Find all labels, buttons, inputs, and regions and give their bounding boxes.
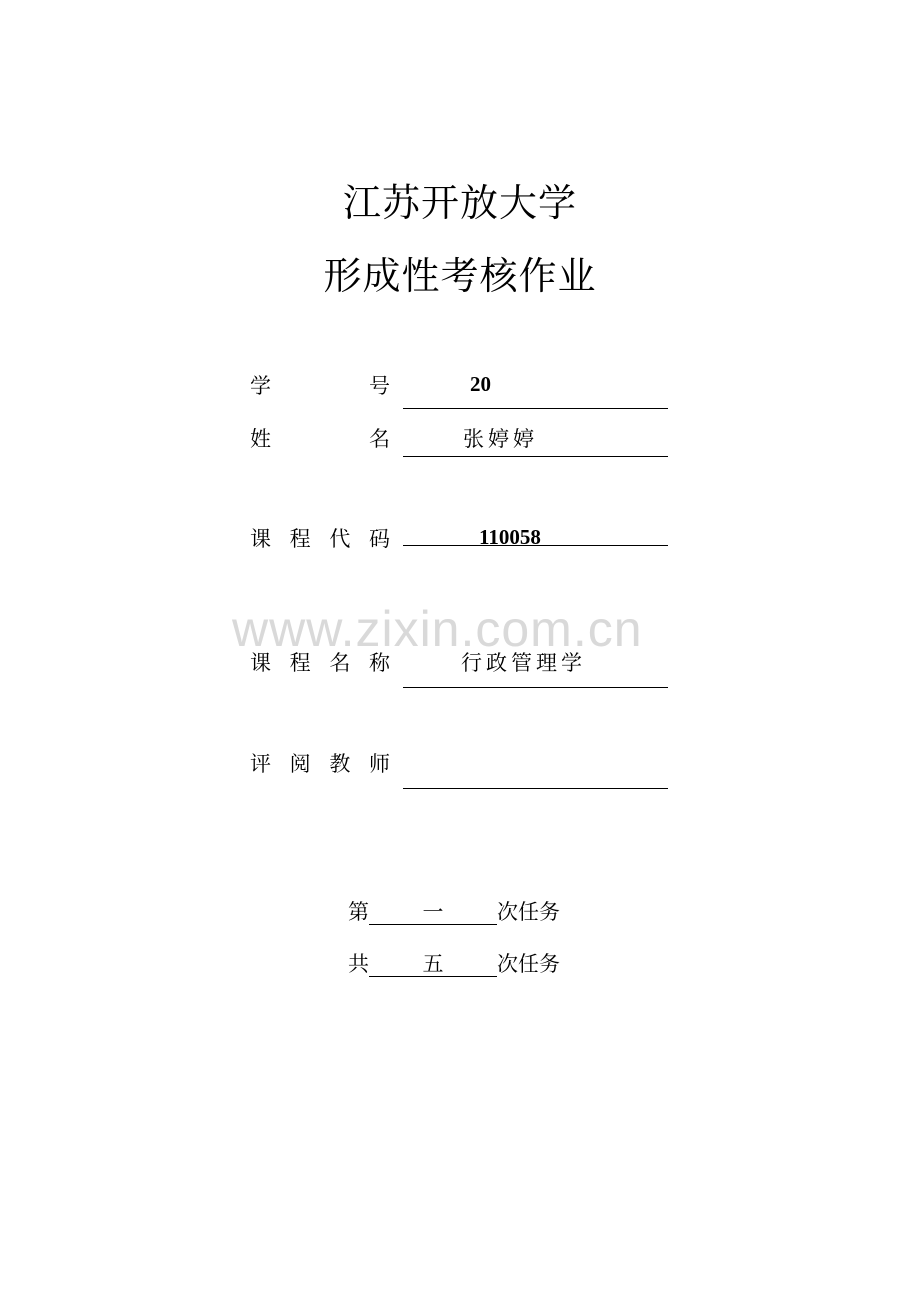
total-task-suffix: 次任务 <box>497 952 560 976</box>
assignment-title: 形成性考核作业 <box>323 254 597 298</box>
student-id-label: 学 号 <box>250 374 390 398</box>
current-task-line <box>348 896 560 926</box>
name-value: 张婷婷 <box>463 427 538 451</box>
university-title: 江苏开放大学 <box>342 181 577 225</box>
student-id-underline <box>403 408 668 409</box>
course-name-value: 行政管理学 <box>461 651 586 675</box>
student-id-value: 20 <box>470 372 491 396</box>
course-name-label: 课 程 名 称 <box>250 651 390 675</box>
reviewer-label: 评 阅 教 师 <box>250 752 390 776</box>
watermark: www.zixin.com.cn <box>232 601 643 657</box>
reviewer-underline <box>403 788 668 789</box>
current-task-suffix: 次任务 <box>497 900 560 924</box>
current-task-number: 一 <box>369 900 497 925</box>
course-code-value: 110058 <box>479 525 541 549</box>
name-label: 姓 名 <box>250 427 390 451</box>
current-task-prefix: 第 <box>348 900 369 924</box>
course-code-underline <box>403 545 668 546</box>
course-name-underline <box>403 687 668 688</box>
total-task-number: 五 <box>369 952 497 977</box>
course-code-label: 课 程 代 码 <box>250 527 390 551</box>
name-underline <box>403 456 668 457</box>
total-task-prefix: 共 <box>348 952 369 976</box>
total-task-line <box>348 948 560 978</box>
